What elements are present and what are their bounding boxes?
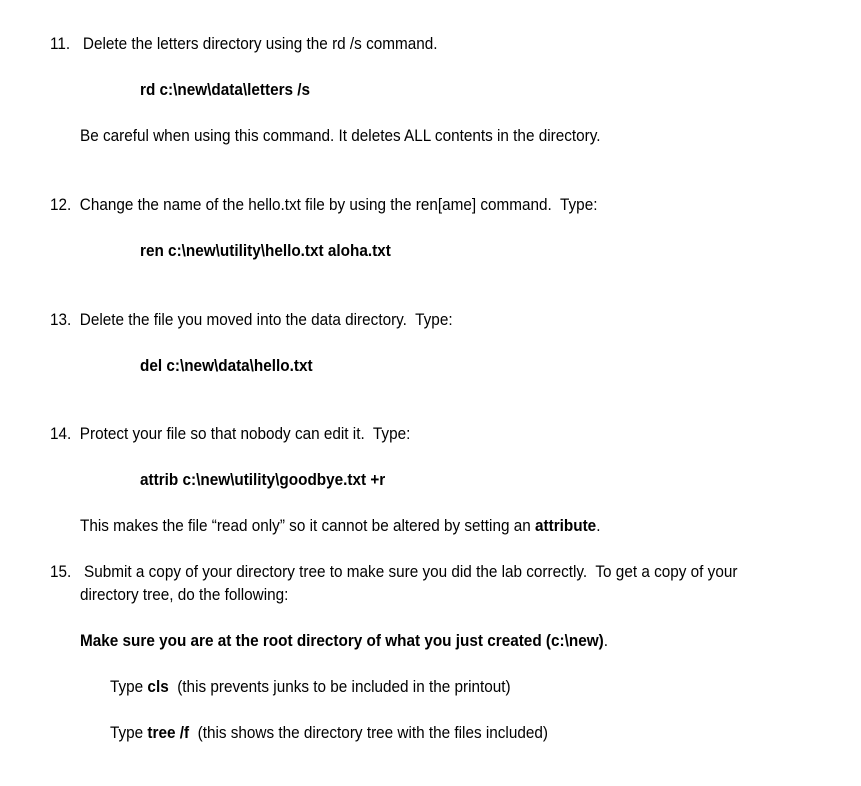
step-15-bold-instruction <box>80 631 608 651</box>
substep-prefix: Type <box>110 677 148 696</box>
step-15-instruction-continued: directory tree, do the following: <box>80 585 289 604</box>
step-11-command: rd c:\new\data\letters /s <box>140 80 311 99</box>
step-15-substep-cls <box>110 677 511 697</box>
step-15-substep-tree <box>110 723 548 743</box>
step-14-command: attrib c:\new\utility\goodbye.txt +r <box>140 470 386 489</box>
bold-instruction-text: Make sure you are at the root directory of what you just created (c:\new) <box>80 631 604 650</box>
step-13-instruction <box>50 310 453 330</box>
step-14-note <box>80 516 600 536</box>
substep-prefix: Type <box>110 723 148 742</box>
substep-command: cls <box>147 677 169 696</box>
step-number: 11. <box>50 34 71 53</box>
step-number: 14. <box>50 424 72 443</box>
step-11-instruction <box>50 34 438 54</box>
step-15-instruction <box>50 562 737 582</box>
step-text: Delete the letters directory using the rd /s command. <box>82 34 438 53</box>
step-number: 15. <box>50 562 72 581</box>
step-14-instruction <box>50 424 410 444</box>
substep-command: tree /f <box>147 723 190 742</box>
note-bold-term: attribute <box>534 516 597 535</box>
step-13-command: del c:\new\data\hello.txt <box>140 356 313 375</box>
step-text: Submit a copy of your directory tree to make sure you did the lab correctly. To get a copy of your <box>84 562 738 581</box>
note-end: . <box>596 516 601 535</box>
substep-description: (this prevents junks to be included in the printout) <box>168 677 511 696</box>
step-number: 13. <box>50 310 72 329</box>
step-11-note: Be careful when using this command. It deletes ALL contents in the directory. <box>80 126 601 145</box>
note-text: This makes the file “read only” so it cannot be altered by setting an <box>80 516 535 535</box>
step-12-command: ren c:\new\utility\hello.txt aloha.txt <box>140 241 391 260</box>
step-text: Change the name of the hello.txt file by using the ren[ame] command. Type: <box>79 195 598 214</box>
bold-instruction-end: . <box>603 631 608 650</box>
step-number: 12. <box>50 195 72 214</box>
step-text: Delete the file you moved into the data directory. Type: <box>79 310 453 329</box>
step-text: Protect your file so that nobody can edit it. Type: <box>79 424 411 443</box>
substep-description: (this shows the directory tree with the files included) <box>189 723 548 742</box>
step-12-instruction <box>50 195 597 215</box>
